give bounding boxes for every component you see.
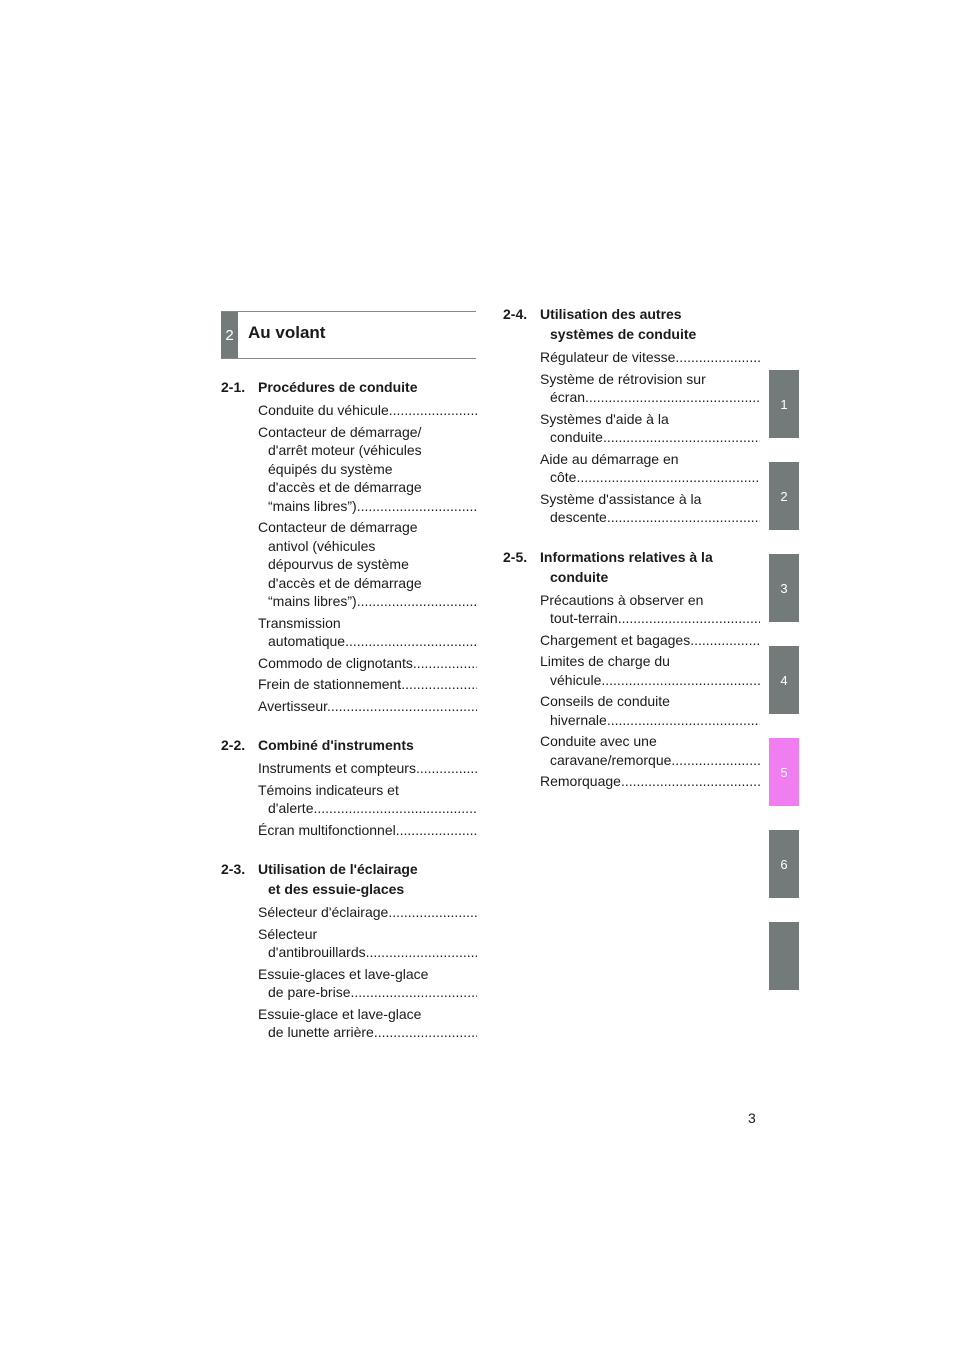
toc-entry[interactable]	[503, 370, 760, 407]
dot-leader	[690, 632, 760, 648]
entry-text: Systèmes d'aide à la	[540, 410, 669, 427]
toc-entry[interactable]	[221, 903, 477, 922]
section-heading	[503, 547, 760, 587]
entry-text: tout-terrain	[550, 610, 618, 626]
entry-last-line	[258, 632, 477, 651]
entry-last-line	[258, 1023, 477, 1042]
dot-leader	[389, 402, 477, 418]
dot-leader	[327, 698, 477, 714]
section-title-line: Utilisation de l'éclairage	[258, 861, 418, 877]
chapter-header	[221, 311, 476, 359]
chapter-tab[interactable]: 4	[769, 646, 799, 714]
entry-text: Instruments et compteurs	[258, 760, 416, 776]
toc-entry[interactable]	[503, 591, 760, 628]
dot-leader	[313, 800, 477, 816]
entry-text: Commodo de clignotants	[258, 654, 413, 671]
section-heading	[221, 377, 477, 397]
entry-last-line	[258, 821, 477, 840]
dot-leader	[401, 676, 477, 692]
chapter-tabs	[769, 370, 799, 1014]
entry-text: Sélecteur	[258, 925, 318, 942]
section-title	[258, 859, 477, 899]
section-heading	[221, 735, 477, 755]
entry-text: antivol (véhicules	[268, 537, 376, 554]
dot-leader	[671, 752, 760, 768]
toc-entry[interactable]	[503, 348, 760, 367]
entry-text: “mains libres”)	[268, 593, 357, 609]
section-title-line: Informations relatives à la	[540, 548, 713, 565]
entry-last-line	[540, 671, 760, 690]
toc-section	[221, 377, 477, 715]
dot-leader	[396, 822, 477, 838]
section-heading	[503, 304, 760, 344]
toc-entry[interactable]	[503, 692, 760, 729]
entry-last-line	[540, 468, 760, 487]
dot-leader	[621, 773, 760, 789]
entry-text: Conseils de conduite	[540, 693, 670, 709]
entry-text: Conduite du véhicule	[258, 402, 389, 418]
entry-text: Système d'assistance à la	[540, 490, 702, 507]
chapter-tab[interactable]: 6	[769, 830, 799, 898]
entry-text: côte	[550, 469, 577, 485]
dot-leader	[576, 469, 760, 485]
entry-last-line	[258, 799, 477, 818]
toc-entry[interactable]	[221, 401, 477, 420]
entry-text: de pare-brise	[268, 984, 351, 1000]
toc-section	[503, 304, 760, 527]
toc-entry[interactable]	[221, 654, 477, 673]
entry-text: Frein de stationnement	[258, 676, 402, 692]
entry-last-line	[258, 401, 477, 420]
entry-last-line	[540, 631, 760, 650]
entry-text: Conduite avec une	[540, 733, 657, 749]
entry-last-line	[258, 697, 477, 716]
toc-entry[interactable]	[221, 781, 477, 818]
dot-leader	[374, 1024, 477, 1040]
toc-column-left	[221, 377, 477, 1062]
page-number: 3	[748, 1110, 756, 1126]
chapter-tab[interactable]: 2	[769, 462, 799, 530]
chapter-tab[interactable]: 3	[769, 554, 799, 622]
toc-section	[503, 547, 760, 791]
entry-text: conduite	[550, 429, 603, 445]
entry-last-line	[540, 508, 760, 527]
entry-text: automatique	[268, 633, 346, 649]
toc-entry[interactable]	[503, 772, 760, 791]
section-number: 2-2.	[221, 737, 246, 753]
section-title-line: Combiné d'instruments	[258, 737, 414, 753]
toc-section	[221, 735, 477, 839]
dot-leader	[388, 904, 477, 920]
toc-entry[interactable]	[221, 518, 477, 611]
section-number: 2-5.	[503, 548, 528, 565]
entry-text: Remorquage	[540, 773, 621, 789]
dot-leader	[603, 429, 760, 445]
toc-entry[interactable]	[221, 759, 477, 778]
entry-text: Contacteur de démarrage/	[258, 423, 422, 440]
entry-last-line	[258, 759, 477, 778]
entry-last-line	[540, 428, 760, 447]
section-number: 2-3.	[221, 861, 246, 877]
entry-last-line	[540, 388, 760, 407]
entry-text: d'accès et de démarrage	[268, 574, 422, 591]
entry-text: Sélecteur d'éclairage	[258, 904, 389, 920]
section-title-line: conduite	[550, 568, 609, 585]
entry-last-line	[540, 751, 760, 770]
dot-leader	[607, 712, 760, 728]
toc-entry[interactable]	[221, 965, 477, 1002]
toc-entry[interactable]	[221, 925, 477, 962]
entry-last-line	[540, 609, 760, 628]
section-title	[540, 304, 760, 344]
dot-leader	[675, 349, 760, 365]
entry-text: Essuie-glaces et lave-glace	[258, 965, 429, 982]
entry-last-line	[258, 903, 477, 922]
dot-leader	[413, 655, 477, 671]
entry-last-line	[540, 711, 760, 730]
entry-text: Limites de charge du	[540, 653, 670, 669]
entry-text: Avertisseur	[258, 697, 327, 714]
dot-leader	[357, 498, 477, 514]
dot-leader	[366, 944, 477, 960]
toc-entry[interactable]	[221, 697, 477, 716]
entry-text: Transmission	[258, 614, 341, 631]
section-title-line: systèmes de conduite	[550, 326, 697, 342]
dot-leader	[618, 610, 760, 626]
entry-last-line	[258, 497, 477, 516]
dot-leader	[351, 984, 478, 1000]
dot-leader	[357, 593, 477, 609]
section-heading	[221, 859, 477, 899]
toc-entry[interactable]	[503, 450, 760, 487]
dot-leader	[607, 509, 760, 525]
entry-text: Contacteur de démarrage	[258, 519, 418, 535]
entry-text: écran	[550, 389, 586, 405]
entry-text: hivernale	[550, 711, 607, 728]
section-title	[258, 377, 477, 397]
entry-text: Régulateur de vitesse	[540, 349, 676, 365]
entry-text: d'arrêt moteur (véhicules	[268, 442, 422, 458]
entry-last-line	[258, 675, 477, 694]
section-title-line: Utilisation des autres	[540, 306, 682, 322]
entry-text: Chargement et bagages	[540, 631, 691, 648]
toc-entry[interactable]	[221, 675, 477, 694]
section-title	[258, 735, 477, 755]
toc-entry[interactable]	[221, 614, 477, 651]
entry-text: dépourvus de système	[268, 556, 409, 572]
entry-text: Précautions à observer en	[540, 591, 704, 608]
entry-text: d'accès et de démarrage	[268, 479, 422, 495]
entry-last-line	[258, 592, 477, 611]
chapter-tab[interactable]: 5	[769, 738, 799, 806]
toc-entry[interactable]	[503, 410, 760, 447]
toc-entry[interactable]	[503, 631, 760, 650]
entry-last-line	[540, 772, 760, 791]
section-number: 2-1.	[221, 379, 246, 395]
entry-text: d'antibrouillards	[268, 944, 366, 960]
dot-leader	[416, 760, 477, 776]
entry-last-line	[540, 348, 760, 367]
toc-column-right	[503, 304, 760, 811]
toc-entry[interactable]	[503, 652, 760, 689]
chapter-tab[interactable]: 1	[769, 370, 799, 438]
toc-entry[interactable]	[503, 490, 760, 527]
entry-text: descente	[550, 509, 607, 525]
entry-text: de lunette arrière	[268, 1024, 374, 1040]
entry-text: Aide au démarrage en	[540, 450, 679, 467]
dot-leader	[585, 389, 760, 405]
entry-text: Essuie-glace et lave-glace	[258, 1005, 422, 1022]
toc-entry[interactable]	[221, 821, 477, 840]
entry-text: Système de rétrovision sur	[540, 370, 706, 387]
toc-entry[interactable]	[503, 732, 760, 769]
entry-text: “mains libres”)	[268, 497, 357, 514]
section-title-line: et des essuie-glaces	[268, 881, 405, 897]
section-number: 2-4.	[503, 306, 528, 322]
toc-section	[221, 859, 477, 1042]
chapter-tab[interactable]	[769, 922, 799, 990]
entry-text: caravane/remorque	[550, 751, 672, 768]
entry-text: Écran multifonctionnel	[258, 821, 396, 838]
dot-leader	[345, 633, 477, 649]
entry-last-line	[258, 943, 477, 962]
entry-text: véhicule	[550, 671, 602, 688]
toc-entry[interactable]	[221, 1005, 477, 1042]
entry-last-line	[258, 654, 477, 673]
entry-text: équipés du système	[268, 460, 393, 477]
chapter-title: Au volant	[248, 323, 326, 342]
dot-leader	[601, 672, 760, 688]
toc-entry[interactable]	[221, 423, 477, 516]
section-title-line: Procédures de conduite	[258, 379, 418, 395]
entry-last-line	[258, 983, 477, 1002]
section-title	[540, 547, 760, 587]
chapter-number: 2	[221, 312, 238, 358]
entry-text: d'alerte	[268, 800, 314, 816]
entry-text: Témoins indicateurs et	[258, 781, 399, 798]
